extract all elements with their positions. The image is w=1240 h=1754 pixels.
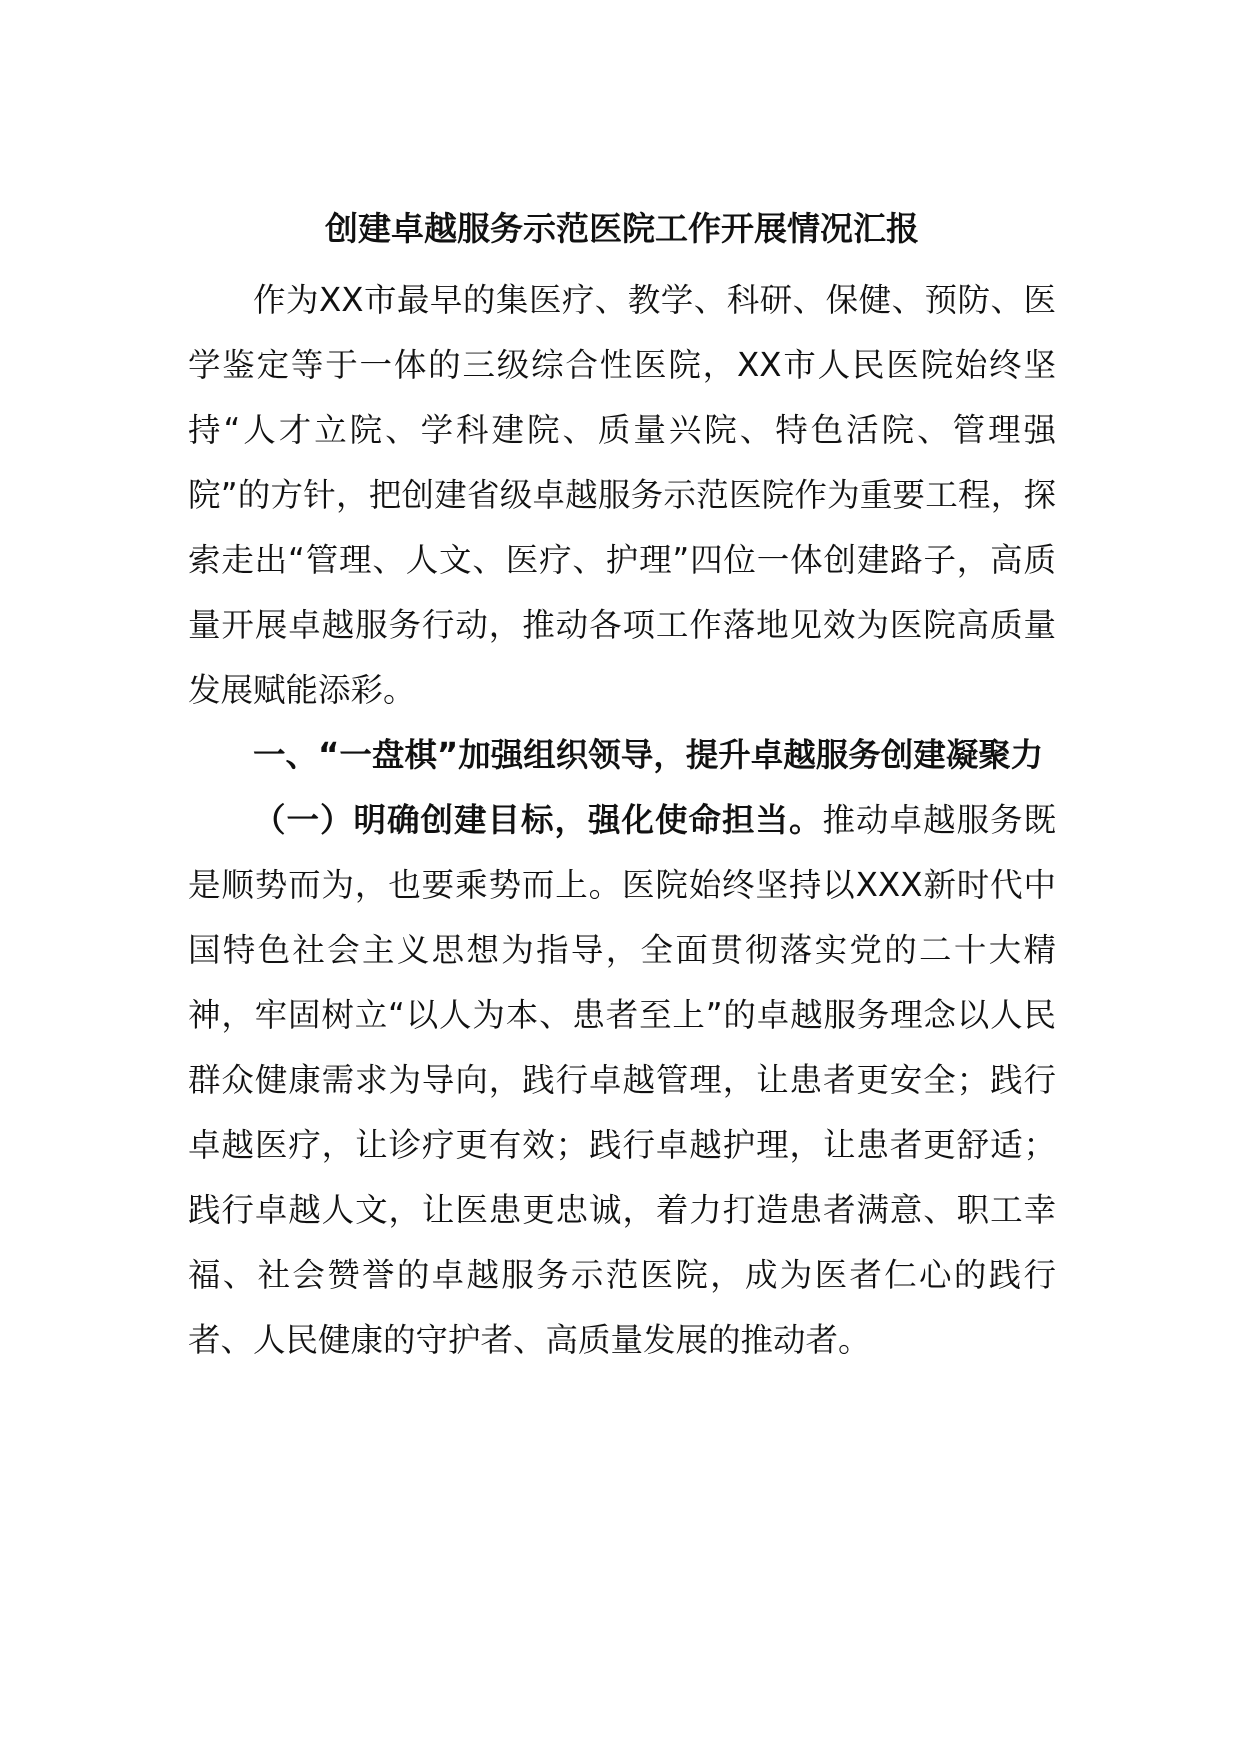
document-body xyxy=(188,200,1056,1373)
section-heading-1: 一、“一盘棋”加强组织领导，提升卓越服务创建凝聚力 xyxy=(253,736,1044,774)
subsection-paragraph-1 xyxy=(188,788,1056,1373)
subsection-lead-1: （一）明确创建目标，强化使命担当。 xyxy=(253,801,823,839)
intro-paragraph: 作为XX市最早的集医疗、教学、科研、保健、预防、医学鉴定等于一体的三级综合性医院，XX市人民医院始终坚持“人才立院、学科建院、质量兴院、特色活院、管理强院”的方针，把创建省级卓越服务示范医院作为重要工程，探索走出“管理、人文、医疗、护理”四位一体创建路子，高质量开展卓越服务行动，推动各项工作落地见效为医院高质量发展赋能添彩。 xyxy=(188,281,1056,709)
document-title: 创建卓越服务示范医院工作开展情况汇报 xyxy=(325,209,919,248)
subsection-body-1: 推动卓越服务既是顺势而为，也要乘势而上。医院始终坚持以XXX新时代中国特色社会主义思想为指导，全面贯彻落实党的二十大精神，牢固树立“以人为本、患者至上”的卓越服务理念以人民群众健康需求为导向，践行卓越管理，让患者更安全；践行卓越医疗，让诊疗更有效；践行卓越护理，让患者更舒适；践行卓越人文，让医患更忠诚，着力打造患者满意、职工幸福、社会赞誉的卓越服务示范医院，成为医者仁心的践行者、人民健康的守护者、高质量发展的推动者。 xyxy=(188,801,1056,1359)
